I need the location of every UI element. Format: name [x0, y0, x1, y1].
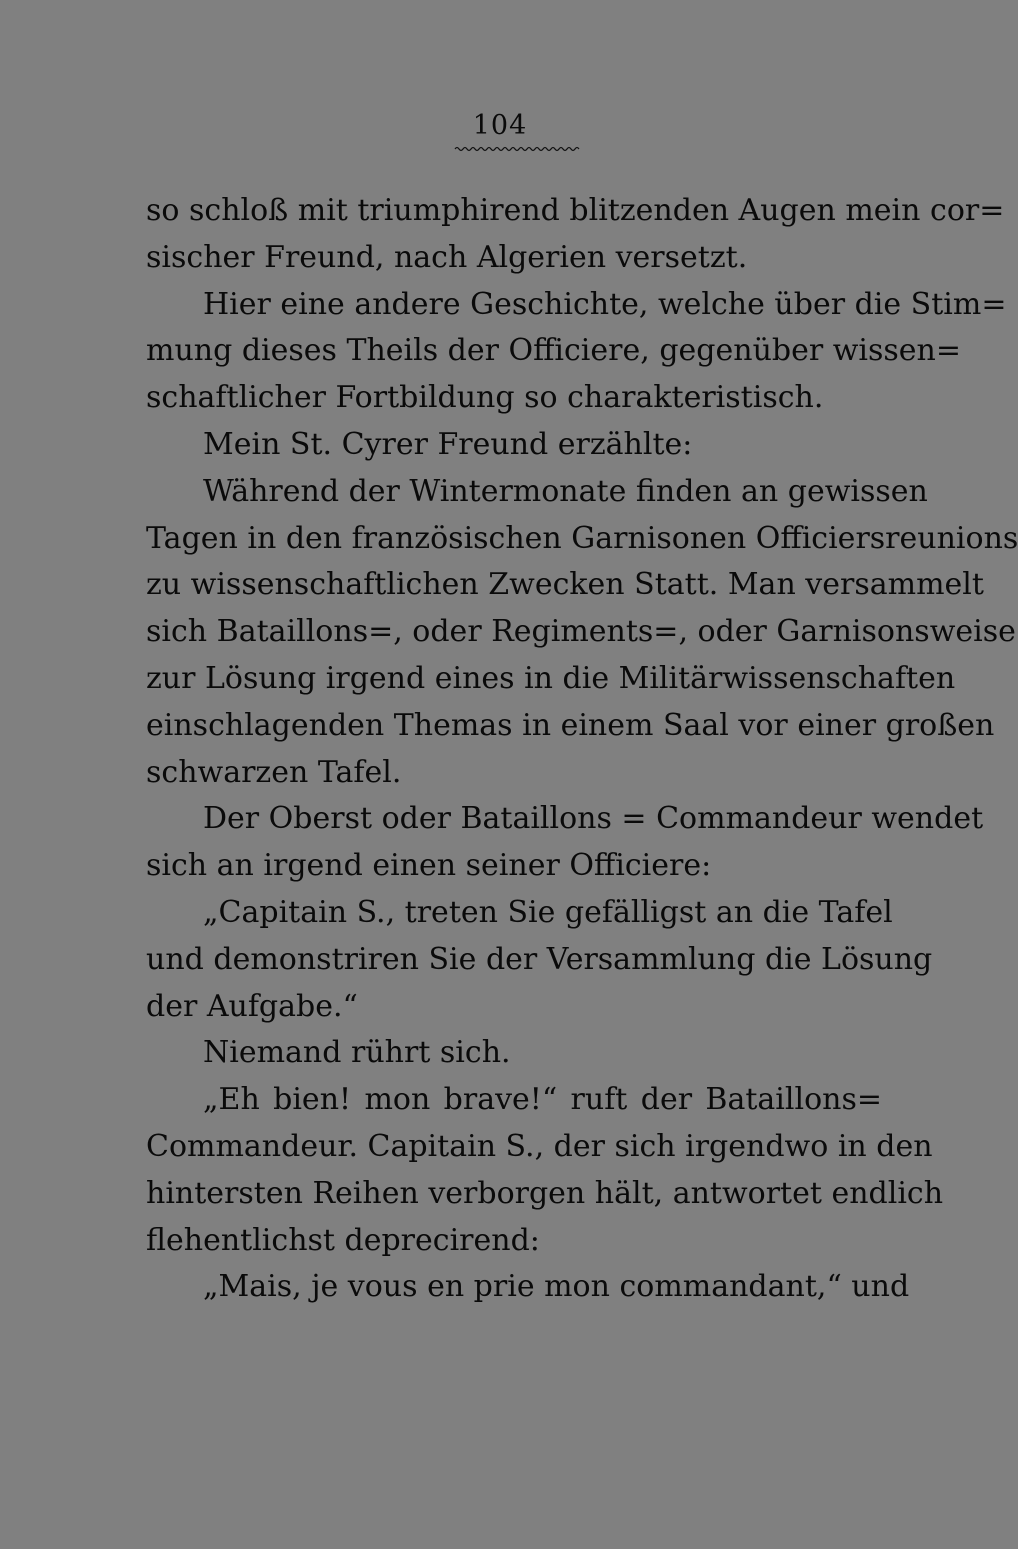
text-line: Niemand rührt sich.: [203, 1035, 511, 1071]
text-line: schwarzen Tafel.: [146, 754, 402, 790]
text-line: Der Oberst oder Bataillons = Commandeur wendet: [203, 801, 984, 837]
text-line: „Eh bien! mon brave!“ ruft der Bataillons=: [203, 1082, 882, 1118]
text-line: so schloß mit triumphirend blitzenden Augen mein cor=: [146, 193, 1005, 228]
text-line: Tagen in den französischen Garnisonen Officiersreunions: [146, 520, 1018, 556]
text-line: sich an irgend einen seiner Officiere:: [146, 848, 712, 884]
text-line: und demonstriren Sie der Versammlung die Lösung: [146, 941, 933, 977]
text-line: „Capitain S., treten Sie gefälligst an die Tafel: [203, 894, 893, 930]
text-line: zu wissenschaftlichen Zwecken Statt. Man versammelt: [146, 567, 984, 603]
text-line: Hier eine andere Geschichte, welche über die Stim=: [203, 286, 1007, 322]
text-line: hintersten Reihen verborgen hält, antwortet endlich: [146, 1175, 944, 1211]
text-line: Mein St. Cyrer Freund erzählte:: [203, 426, 693, 462]
text-line: Während der Wintermonate finden an gewissen: [203, 473, 928, 509]
text-line: sischer Freund, nach Algerien versetzt.: [146, 239, 748, 275]
text-line: schaftlicher Fortbildung so charakteristisch.: [146, 380, 824, 416]
text-line: einschlagenden Themas in einem Saal vor einer großen: [146, 707, 995, 743]
text-line: der Aufgabe.“: [146, 988, 358, 1024]
page-number: 104: [472, 110, 528, 141]
text-line: zur Lösung irgend eines in die Militärwissenschaften: [146, 660, 956, 696]
page-number-ornament: [455, 146, 579, 152]
body-text: [146, 188, 1018, 1311]
text-line: sich Bataillons=, oder Regiments=, oder Garnisonsweise: [146, 614, 1016, 650]
text-line: Commandeur. Capitain S., der sich irgendwo in den: [146, 1128, 933, 1164]
text-line: mung dieses Theils der Officiere, gegenüber wissen=: [146, 333, 961, 369]
text-line: flehentlichst deprecirend:: [146, 1222, 540, 1258]
text-line: „Mais, je vous en prie mon commandant,“ und: [203, 1269, 910, 1305]
